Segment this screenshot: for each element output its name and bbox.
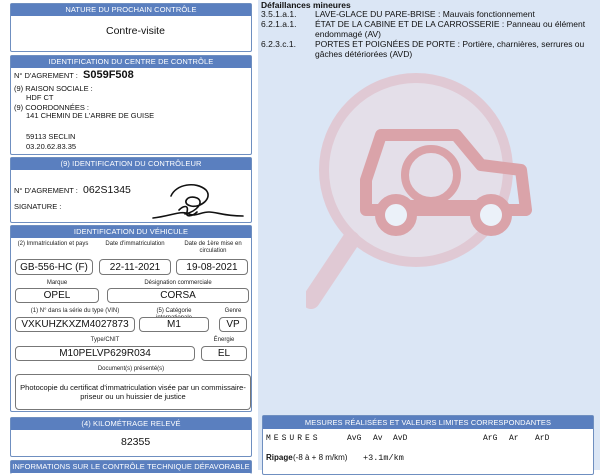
defect-text: ÉTAT DE LA CABINE ET DE LA CARROSSERIE : Panneau ou élément endommagé (AV): [315, 19, 586, 39]
defect-item: [258, 20, 600, 40]
model-value: CORSA: [107, 288, 249, 303]
vehicle-panel: [10, 225, 252, 412]
model-caption: Désignation commerciale: [144, 280, 212, 286]
measures-panel: [262, 415, 594, 475]
centre-panel: [10, 55, 252, 155]
genre-value: VP: [219, 317, 247, 332]
controller-agrement-value: 062S1345: [83, 184, 131, 196]
vin-value: VXKUHZKXZM4027873: [15, 317, 135, 332]
centre-header: IDENTIFICATION DU CENTRE DE CONTRÔLE: [11, 56, 251, 68]
defects-area: [258, 0, 600, 470]
defect-item: [258, 40, 600, 60]
reg-value: GB-556-HC (F): [15, 259, 93, 275]
genre-caption: Genre: [224, 308, 242, 314]
measures-col-ard: ArD: [535, 434, 550, 443]
mileage-value: 82355: [121, 436, 151, 448]
measures-col-avd: AvD: [393, 434, 408, 443]
mileage-panel: [10, 417, 252, 457]
centre-coord-label: (9) COORDONNÉES :: [14, 103, 90, 112]
watermark-car-magnifier: [306, 60, 556, 320]
handwritten-signature: [151, 176, 247, 222]
next-visit-header: NATURE DU PROCHAIN CONTRÔLE: [11, 4, 251, 16]
brand-caption: Marque: [46, 280, 68, 286]
measures-header: MESURES RÉALISÉES ET VALEURS LIMITES CORRESPONDANTES: [263, 416, 593, 429]
category-caption: (5) Catégorie: [156, 308, 192, 314]
controller-agrement-label: N° D'AGREMENT :: [14, 186, 78, 195]
centre-raison-label: (9) RAISON SOCIALE :: [14, 84, 93, 93]
brand-value: OPEL: [15, 288, 99, 303]
docs-caption: Document(s) présenté(s): [97, 366, 165, 372]
docs-value: Photocopie du certificat d'immatriculation visée par un commissaire-priseur ou un huissier de justice: [15, 374, 251, 410]
type-value: M10PELVP629R034: [15, 346, 195, 361]
measures-col-ar: Ar: [509, 434, 519, 443]
centre-agrement-label: N° D'AGREMENT :: [14, 71, 78, 80]
ripage-limits: (-8 à + 8 m/km): [293, 453, 348, 462]
defect-code: 3.5.1.a.1.: [261, 9, 297, 19]
measures-col-arg: ArG: [483, 434, 498, 443]
centre-raison-value: HDF CT: [26, 93, 54, 102]
controller-header: (9) IDENTIFICATION DU CONTRÔLEUR: [11, 158, 251, 170]
measures-col-av: Av: [373, 434, 383, 443]
footer-panel: [10, 460, 252, 474]
mileage-header: (4) KILOMÉTRAGE RELEVÉ: [11, 418, 251, 430]
ripage-label: Ripage: [266, 453, 293, 462]
centre-agrement-value: S059F508: [83, 69, 134, 81]
date-imm-caption: Date d'immatriculation: [105, 241, 165, 247]
controller-signature-label: SIGNATURE :: [14, 202, 62, 211]
next-visit-value: Contre-visite: [106, 25, 165, 37]
controller-panel: [10, 157, 252, 223]
defect-code: 6.2.1.a.1.: [261, 19, 297, 29]
vehicle-header: IDENTIFICATION DU VÉHICULE: [11, 226, 251, 238]
measures-col-label: MESURES: [266, 434, 321, 443]
defect-text: LAVE-GLACE DU PARE-BRISE : Mauvais fonctionnement: [315, 9, 535, 19]
centre-address-1: 141 CHEMIN DE L'ARBRE DE GUISE: [26, 111, 155, 120]
footer-panel-header: INFORMATIONS SUR LE CONTRÔLE TECHNIQUE DÉFAVORABLE: [12, 462, 250, 471]
energy-value: EL: [201, 346, 247, 361]
type-caption: Type/CNIT: [90, 337, 120, 343]
measures-col-avg: AvG: [347, 434, 362, 443]
date-imm-value: 22-11-2021: [99, 259, 171, 275]
energy-caption: Énergie: [213, 337, 235, 343]
reg-caption: (2) Immatriculation et pays: [17, 241, 89, 247]
category-value: M1: [139, 317, 209, 332]
first-date-caption: Date de 1ère mise en circulation: [184, 241, 242, 254]
defects-title: Défaillances mineures: [261, 0, 351, 10]
next-visit-panel: [10, 3, 252, 52]
ripage-value: +3.1m/km: [363, 453, 404, 463]
centre-phone: 03.20.62.83.35: [26, 142, 77, 151]
defect-code: 6.2.3.c.1.: [261, 39, 296, 49]
vin-caption: (1) N° dans la série du type (VIN): [30, 308, 120, 314]
first-date-value: 19-08-2021: [176, 259, 248, 275]
centre-address-2: 59113 SECLIN: [26, 132, 76, 141]
defect-text: PORTES ET POIGNÉES DE PORTE : Portière, charnières, serrures ou gâches détériorées (AVD): [315, 39, 585, 59]
